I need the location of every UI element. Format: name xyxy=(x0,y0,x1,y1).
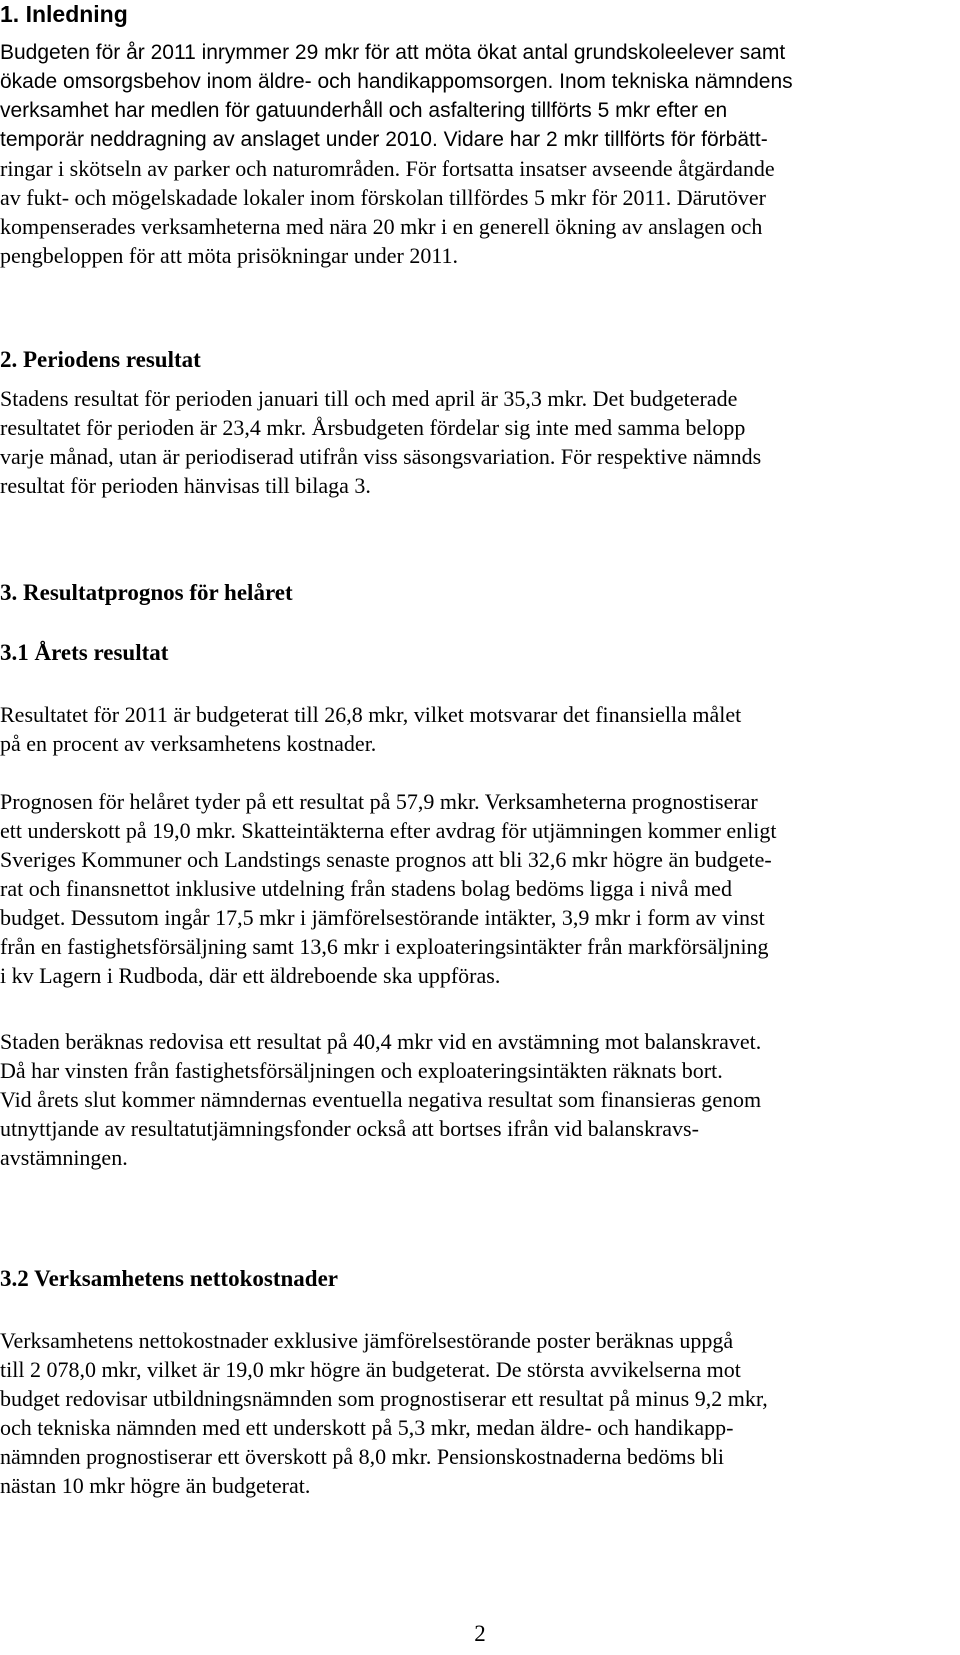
text-line: kompenserades verksamheterna med nära 20 mkr i en generell ökning av anslagen och xyxy=(0,214,763,239)
heading-inledning: 1. Inledning xyxy=(0,1,128,27)
paragraph-nettokostnader xyxy=(0,1326,940,1500)
text-line: budget redovisar utbildningsnämnden som prognostiserar ett resultat på minus 9,2 mkr, xyxy=(0,1386,768,1411)
paragraph-inledning xyxy=(0,38,940,154)
text-line: nästan 10 mkr högre än budgeterat. xyxy=(0,1473,311,1498)
text-line: ökade omsorgsbehov inom äldre- och handikappomsorgen. Inom tekniska nämndens xyxy=(0,70,793,93)
heading-arets-resultat: 3.1 Årets resultat xyxy=(0,640,169,665)
heading-periodens-resultat: 2. Periodens resultat xyxy=(0,347,201,372)
text-line: rat och finansnettot inklusive utdelning från stadens bolag bedöms ligga i nivå med xyxy=(0,876,732,901)
paragraph-arets-resultat-1 xyxy=(0,700,940,758)
text-line: verksamhet har medlen för gatuunderhåll och asfaltering tillförts 5 mkr efter en xyxy=(0,99,728,122)
text-line: varje månad, utan är periodiserad utifrån viss säsongsvariation. För respektive nämnds xyxy=(0,444,762,469)
text-line: ringar i skötseln av parker och naturområden. För fortsatta insatser avseende åtgärdande xyxy=(0,156,775,181)
text-line: Stadens resultat för perioden januari till och med april är 35,3 mkr. Det budgeterade xyxy=(0,386,738,411)
text-line: avstämningen. xyxy=(0,1145,128,1170)
text-line: temporär neddragning av anslaget under 2010. Vidare har 2 mkr tillförts för förbätt- xyxy=(0,128,768,151)
text-line: Sveriges Kommuner och Landstings senaste prognos att bli 32,6 mkr högre än budgete- xyxy=(0,847,772,872)
text-line: Budgeten för år 2011 inrymmer 29 mkr för att möta ökat antal grundskoleelever samt xyxy=(0,41,786,64)
text-line: nämnden prognostiserar ett överskott på 8,0 mkr. Pensionskostnaderna bedöms bli xyxy=(0,1444,725,1469)
text-line: resultat för perioden hänvisas till bilaga 3. xyxy=(0,473,371,498)
paragraph-inledning-cont xyxy=(0,154,940,270)
text-line: Då har vinsten från fastighetsförsäljningen och exploateringsintäkten räknats bort. xyxy=(0,1058,723,1083)
text-line: Staden beräknas redovisa ett resultat på 40,4 mkr vid en avstämning mot balanskravet. xyxy=(0,1029,762,1054)
text-line: budget. Dessutom ingår 17,5 mkr i jämförelsestörande intäkter, 3,9 mkr i form av vinst xyxy=(0,905,765,930)
heading-resultatprognos: 3. Resultatprognos för helåret xyxy=(0,580,293,605)
text-line: och tekniska nämnden med ett underskott på 5,3 mkr, medan äldre- och handikapp- xyxy=(0,1415,734,1440)
text-line: i kv Lagern i Rudboda, där ett äldreboende ska uppföras. xyxy=(0,963,501,988)
paragraph-periodens-resultat xyxy=(0,384,940,500)
heading-verksamhetens-nettokostnader: 3.2 Verksamhetens nettokostnader xyxy=(0,1266,338,1291)
text-line: Verksamhetens nettokostnader exklusive jämförelsestörande poster beräknas uppgå xyxy=(0,1328,734,1353)
text-line: ett underskott på 19,0 mkr. Skatteintäkterna efter avdrag för utjämningen kommer enligt xyxy=(0,818,777,843)
text-line: Resultatet för 2011 är budgeterat till 26,8 mkr, vilket motsvarar det finansiella målet xyxy=(0,702,742,727)
text-line: utnyttjande av resultatutjämningsfonder också att bortses ifrån vid balanskravs- xyxy=(0,1116,699,1141)
text-line: från en fastighetsförsäljning samt 13,6 mkr i exploateringsintäkter från markförsäljning xyxy=(0,934,769,959)
text-line: av fukt- och mögelskadade lokaler inom förskolan tillfördes 5 mkr för 2011. Därutöver xyxy=(0,185,766,210)
text-line: resultatet för perioden är 23,4 mkr. Årsbudgeten fördelar sig inte med samma belopp xyxy=(0,415,746,440)
paragraph-arets-resultat-3 xyxy=(0,1027,940,1172)
page-number: 2 xyxy=(474,1621,486,1646)
text-line: Prognosen för helåret tyder på ett resultat på 57,9 mkr. Verksamheterna prognostiserar xyxy=(0,789,758,814)
paragraph-arets-resultat-2 xyxy=(0,787,940,990)
text-line: på en procent av verksamhetens kostnader. xyxy=(0,731,377,756)
text-line: Vid årets slut kommer nämndernas eventuella negativa resultat som finansieras genom xyxy=(0,1087,762,1112)
text-line: pengbeloppen för att möta prisökningar under 2011. xyxy=(0,243,459,268)
text-line: till 2 078,0 mkr, vilket är 19,0 mkr högre än budgeterat. De största avvikelserna mot xyxy=(0,1357,741,1382)
